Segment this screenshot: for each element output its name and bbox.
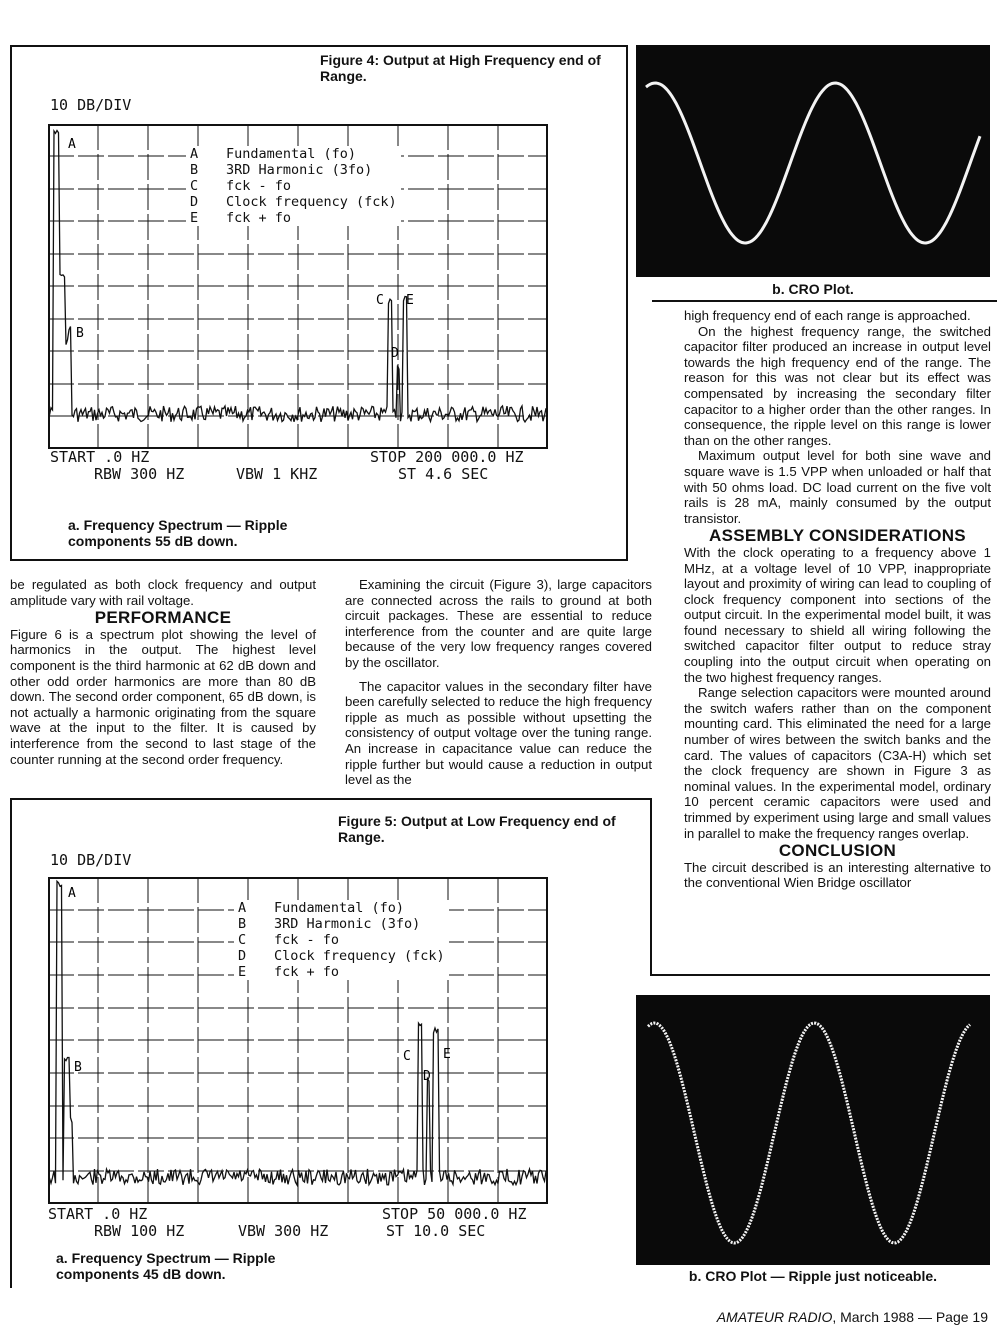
- fig5-mark-d: D: [423, 1069, 431, 1084]
- left-paragraph-2: Figure 6 is a spectrum plot showing the level of harmonics in the output. The highest level component is the third harmonic at 62 dB down and other odd order harmonics are more than 80 dB down. The second order component, 65 dB down, is not actually a harmonic originating from the square wave at the input to the filter. It is caused by interference from the second to last stage of the counter running at the second order frequency.: [10, 626, 316, 767]
- figure-5-rbw: RBW 100 HZ: [94, 1222, 185, 1240]
- heading-assembly: ASSEMBLY CONSIDERATIONS: [709, 526, 966, 546]
- fig5-mark-b: B: [74, 1060, 82, 1075]
- fig5-legend-row-a: A Fundamental (fo): [238, 900, 405, 916]
- figure-4-cro-screen: [636, 45, 990, 277]
- figure-4-subcaption-a: a. Frequency Spectrum — Ripple components 55 dB down.: [68, 517, 288, 549]
- figure-5-vbw: VBW 300 HZ: [238, 1222, 329, 1240]
- fig5-mark-a: A: [68, 886, 76, 901]
- page-footer: [717, 1309, 988, 1325]
- right-paragraph-2: On the highest frequency range, the switched capacitor filter produced an increase in output level towards the high frequency end of the range. The reason for this was not clear but its effect was compensated by increasing the secondary filter capacitor to a higher order than the other ranges. In consequence, the ripple level on this range is lower than on the other ranges.: [684, 323, 991, 448]
- fig4-legend-row-c: C fck - fo: [190, 178, 292, 194]
- figure-5-frame-top: [650, 974, 990, 976]
- figure-5-subcaption-b: b. CRO Plot — Ripple just noticeable.: [688, 1268, 938, 1284]
- fig4-legend-row-e: E fck + fo: [190, 210, 292, 226]
- figure-4-subcaption-b: b. CRO Plot.: [772, 281, 854, 297]
- fig4-mark-b: B: [76, 326, 84, 341]
- figure-5-scale: 10 DB/DIV: [50, 851, 132, 869]
- fig5-mark-e: E: [443, 1047, 451, 1062]
- fig5-legend-row-c: C fck - fo: [238, 932, 340, 948]
- figure-4-caption: Figure 4: Output at High Frequency end of Range.: [320, 52, 601, 84]
- figure-4-vbw: VBW 1 KHZ: [236, 465, 318, 483]
- middle-paragraph-1: Examining the circuit (Figure 3), large capacitors are connected across the rails to ground at both circuit packages. These are essential to reduce interference from the counter and are quite large because of the very low frequency ranges covered by the oscillator.: [345, 577, 652, 670]
- right-paragraph-3: Maximum output level for both sine wave and square wave is 1.5 VPP when unloaded or half that with 50 ohms load. DC load current on the five volt rails is 28 mA, mainly consumed by the output transistor.: [684, 448, 991, 526]
- figure-5-cro-screen: [636, 995, 990, 1265]
- right-paragraph-5: Range selection capacitors were mounted around the switch wafers rather than on the component mounting card. This eliminated the need for a large number of wires between the switch banks and the card. The values of capacitors (C3A-H) which set the clock frequency are shown in Figure 3 as nominal values. In the experimental model, ordinary 10 percent ceramic capacitors were used and trimmed by experiment using large and small values in parallel to make the frequency ranges overlap.: [684, 685, 991, 841]
- figure-5-stop: STOP 50 000.0 HZ: [382, 1205, 527, 1223]
- right-paragraph-6: The circuit described is an interesting alternative to the conventional Wien Bridge oscillator: [684, 859, 991, 891]
- figure-5-subcaption-a: a. Frequency Spectrum — Ripple components 45 dB down.: [56, 1250, 276, 1282]
- figure-4-rbw: RBW 300 HZ: [94, 465, 185, 483]
- left-paragraph-1: be regulated as both clock frequency and output amplitude vary with rail voltage.: [10, 577, 316, 608]
- fig4-mark-c: C: [376, 293, 384, 308]
- figure-4-st: ST 4.6 SEC: [398, 465, 489, 483]
- figure-4-start: START .0 HZ: [50, 448, 150, 466]
- fig4-legend-row-d: D Clock frequency (fck): [190, 194, 397, 210]
- fig5-mark-c: C: [403, 1049, 411, 1064]
- column-right: [684, 308, 991, 891]
- figure-4-stop: STOP 200 000.0 HZ: [370, 448, 524, 466]
- column-middle: [345, 577, 652, 788]
- heading-performance: PERFORMANCE: [94, 608, 232, 628]
- figure-5-frame-edge: [650, 798, 652, 976]
- footer-journal: AMATEUR RADIO: [716, 1309, 833, 1325]
- column-left: [10, 577, 316, 767]
- figure-4-cro-plot: [636, 45, 990, 277]
- figure-5-start: START .0 HZ: [48, 1205, 148, 1223]
- fig4-mark-d: D: [391, 346, 399, 361]
- figure-5-legend: [234, 900, 449, 980]
- divider-top-right: [652, 300, 997, 302]
- figure-4-scale: 10 DB/DIV: [50, 96, 132, 114]
- figure-5-cro-plot: [636, 995, 990, 1265]
- heading-conclusion: CONCLUSION: [778, 841, 897, 861]
- fig5-legend-row-e: E fck + fo: [238, 964, 340, 980]
- footer-date-page: , March 1988 — Page 19: [832, 1309, 988, 1325]
- figure-5-st: ST 10.0 SEC: [386, 1222, 486, 1240]
- right-paragraph-4: With the clock operating to a frequency above 1 MHz, at a voltage level of 10 VPP, inappropriate layout and proximity of wiring can lead to coupling of clock frequency component into sections of the output circuit. In the experimental model built, it was found necessary to shield all wiring following the switched capacitor filter output to reduce stray coupling into the output circuit when operating on the two highest frequency ranges.: [684, 544, 991, 685]
- fig5-legend-row-b: B 3RD Harmonic (3fo): [238, 916, 421, 932]
- fig5-legend-row-d: D Clock frequency (fck): [238, 948, 445, 964]
- fig4-mark-e: E: [406, 293, 414, 308]
- figure-5-caption: Figure 5: Output at Low Frequency end of Range.: [338, 813, 616, 845]
- fig4-mark-a: A: [68, 137, 76, 152]
- fig4-legend-row-b: B 3RD Harmonic (3fo): [190, 162, 373, 178]
- middle-paragraph-2: The capacitor values in the secondary filter have been carefully selected to reduce the high frequency ripple as much as possible without upsetting the consistency of output voltage over the tuning range. An increase in capacitance value can reduce the ripple further but would cause a reduction in output level as the: [345, 678, 652, 788]
- right-paragraph-1: high frequency end of each range is approached.: [684, 308, 971, 323]
- fig4-legend-row-a: A Fundamental (fo): [190, 146, 357, 162]
- figure-4-legend: [186, 146, 401, 226]
